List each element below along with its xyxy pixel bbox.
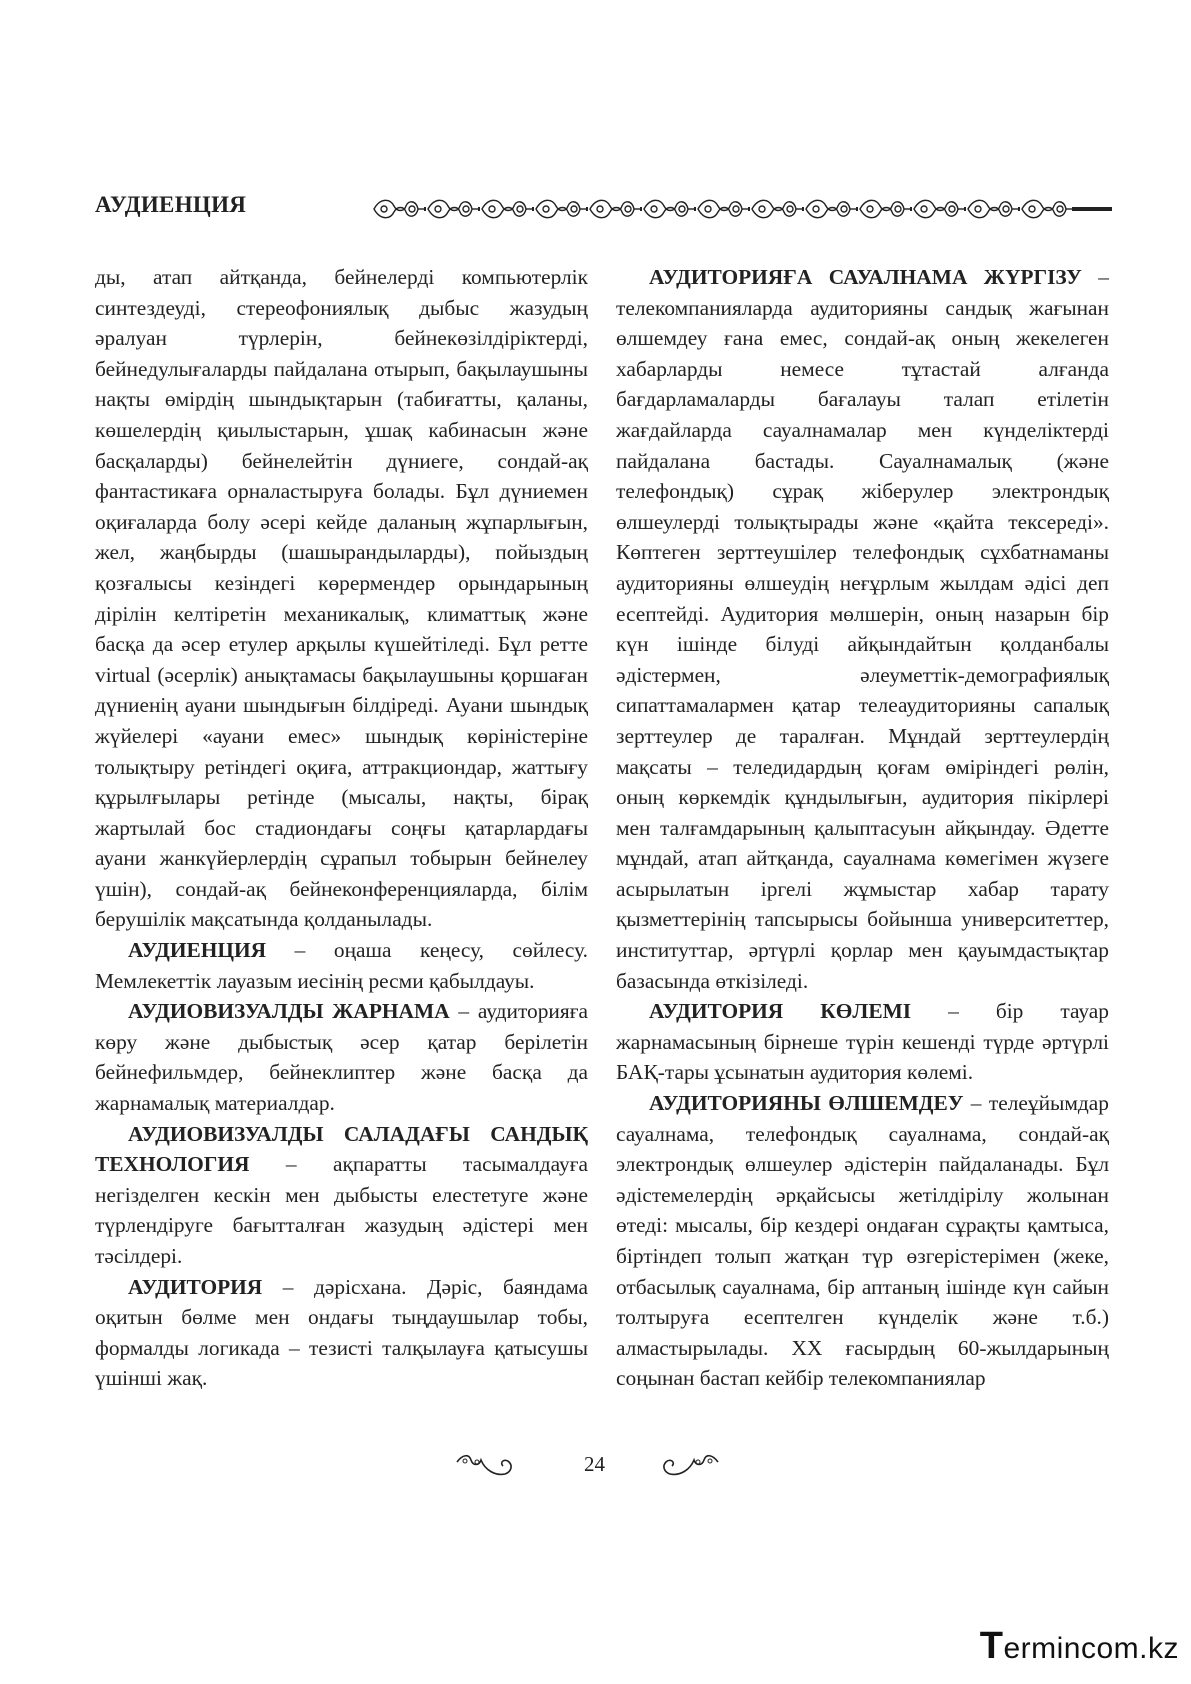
dictionary-entry xyxy=(616,1088,1109,1394)
dictionary-entry xyxy=(616,996,1109,1088)
left-column xyxy=(95,262,588,1394)
entry-definition: – аудиторияға көру және дыбыстық әсер қатар берілетін бейнефильмдер, бейнеклиптер және басқа да жарнамалық материалдар. xyxy=(95,999,588,1116)
entry-term: АУДИТОРИЯ КӨЛЕМІ xyxy=(649,999,912,1024)
entry-term: АУДИТОРИЯҒА САУАЛНАМА ЖҮРГІЗУ xyxy=(649,265,1082,289)
entry-definition: – оңаша кеңесу, сөйлесу. Мемлекеттік лауазым иесінің ресми қабылдауы. xyxy=(95,938,588,993)
dictionary-entry xyxy=(95,996,588,1118)
watermark-rest: ermincom.kz xyxy=(1003,1632,1179,1665)
watermark-first-letter: T xyxy=(979,1625,1004,1667)
entry-term: АУДИТОРИЯНЫ ӨЛШЕМДЕУ xyxy=(649,1091,964,1116)
entry-definition: – телекомпанияларда аудиторияны сандық жағынан өлшемдеу ғана емес, сондай-ақ оның жекелеген хабарларды немесе тұтастай алғанда бағдарламаларды бағалауы талап етілетін жағдайларда сауалнамалар мен күнделіктерді пайдалана бастады. Сауалнамалық (және телефондық) сұрақ жіберулер электрондық өлшеулерді толықтырады және «қайта тексереді». Көптеген зерттеушілер телефондық сұхбатнаманы аудиторияны өлшеудің неғұрлым жылдам әдісі деп есептейді. Аудитория мөлшерін, оның назарын бір күн ішінде білуді айқындайтын қолданбалы әдістермен, әлеуметтік-демографиялық сипаттамалармен қатар телеаудиторияны сапалық зерттеулер де таралған. Мұндай зерттеулердің мақсаты – теледидардың қоғам өміріндегі рөлін, оның көркемдік құндылығын, аудитория пікірлері мен талғамдарының қалыптасуын айқындау. Әдетте мұндай, атап айтқанда, сауалнама көмегімен жүзеге асырылатын іргелі жұмыстар хабар тарату қызметтерінің тапсырысы бойынша университеттер, институттар, әртүрлі қорлар мен қауымдастықтар базасында өткізіледі. xyxy=(616,265,1109,993)
entry-definition: – ақпаратты тасымалдауға негізделген кескін мен дыбысты елестетуге және түрлендіруге бағытталған жазудың әдістері мен тәсілдері. xyxy=(95,1152,588,1268)
dictionary-entry xyxy=(95,1272,588,1394)
footer-ornament-left xyxy=(455,1452,515,1482)
entry-term: АУДИОВИЗУАЛДЫ ЖАРНАМА xyxy=(128,999,450,1024)
entry-definition: – бір тауар жарнамасының бірнеше түрін кешенді түрде әртүрлі БАҚ-тары ұсынатын аудитория көлемі. xyxy=(616,999,1109,1085)
entry-definition: – телеұйымдар сауалнама, телефондық сауалнама, сондай-ақ электрондық өлшеулер әдістерін пайдаланады. Бұл әдістемелердің әрқайсысы жетілдірілу жолынан өтеді: мысалы, бір кездері ондаған сұрақты қамтыса, біртіндеп толып жатқан түр өзгерістерімен (жеке, отбасылық сауалнама, бір аптаның ішінде күн сайын толтыруға есептелген күнделік және т.б.) алмастырылады. ХХ ғасырдың 60-жылдарының соңынан бастап кейбір телекомпаниялар xyxy=(616,1091,1109,1391)
entry-term: АУДИТОРИЯ xyxy=(128,1274,263,1299)
entry-term: АУДИОВИЗУАЛДЫ САЛАДАҒЫ САНДЫҚ ТЕХНОЛОГИЯ xyxy=(95,1121,588,1177)
footer-ornament-right xyxy=(660,1452,720,1482)
page-number: 24 xyxy=(584,1452,605,1476)
ornament-band xyxy=(372,194,1112,224)
body-paragraph: ды, атап айтқанда, бейнелерді компьютерлік синтездеуді, стереофониялық дыбыс жазудың әралуан түрлерін, бейнекөзілдіріктерді, бейнедулығаларды пайдалана отырып, бақылаушыны нақты өмірдің шындықтарын (табиғатты, қаланы, көшелердің қиылыстарын, ұшақ кабинасын және басқаларды) бейнелейтін дүниеге, сондай-ақ фантастикаға орналастыруға болады. Бұл дүниемен оқиғаларда болу әсері кейде даланың жұпарлығын, жел, жаңбырды (шашырандыларды), пойыздың қозғалысы кезіндегі көрермендер орындарының дірілін келтіретін механикалық, климаттық және басқа да әсер етулер арқылы күшейтіледі. Бұл ретте virtual (әсерлік) анықтамасы бақылаушыны қоршаған дүниенің ауани шындығын білдіреді. Ауани шындық жүйелері «ауани емес» шындық көріністеріне толықтыру ретіндегі оқиға, аттракциондар, жаттығу құрылғылары ретінде (мысалы, нақты, бірақ жартылай бос стадиондағы соңғы қатарлардағы ауани жанкүйерлердің сұрапыл тобырын бейнелеу үшін), сондай-ақ бейнеконференцияларда, білім берушілік мақсатында қолданылады. xyxy=(95,265,588,932)
dictionary-entry xyxy=(95,935,588,996)
dictionary-entry xyxy=(95,1119,588,1272)
right-column xyxy=(616,262,1109,1394)
site-watermark xyxy=(980,1625,1179,1668)
entry-term: АУДИЕНЦИЯ xyxy=(128,938,267,963)
dictionary-entry xyxy=(616,262,1109,996)
entry-definition: – дәрісхана. Дәріс, баяндама оқитын бөлме мен ондағы тыңдаушылар тобы, формалды логикада – тезисті талқылауға қатысушы үшінші жақ. xyxy=(95,1274,588,1391)
running-header-title: АУДИЕНЦИЯ xyxy=(95,192,247,217)
